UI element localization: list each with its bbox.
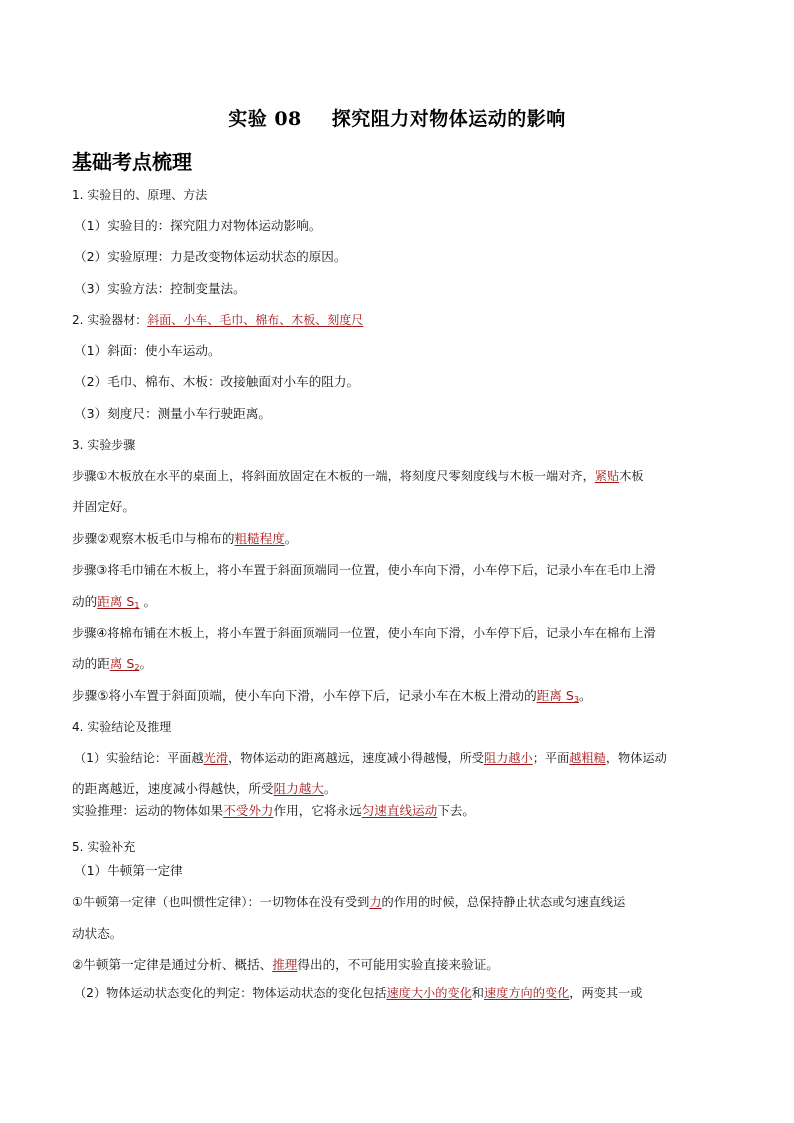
highlight — [97, 594, 139, 609]
title-experiment-name: 探究阻力对物体运动的影响 — [331, 108, 566, 130]
step-text: 动的距 — [72, 656, 110, 671]
text: ，两变其一或 — [569, 986, 643, 1000]
text: 。 — [323, 781, 337, 796]
subscript: 3 — [573, 695, 579, 704]
step-1-line-1 — [72, 467, 644, 485]
highlight: 不受外力 — [223, 803, 274, 818]
step-text: 。 — [139, 656, 153, 671]
text: ②牛顿第一定律是通过分析、概括、 — [72, 957, 273, 972]
motion-state-judgement — [74, 984, 642, 1002]
highlight: 推理 — [272, 957, 298, 972]
step-2 — [72, 530, 297, 548]
step-text: 步骤②观察木板毛巾与棉布的 — [72, 531, 235, 546]
step-text: 木板 — [619, 469, 644, 483]
step-text: 动的 — [72, 594, 98, 609]
s2-heading — [72, 311, 363, 329]
s1-item-principle — [74, 248, 346, 266]
text: 作用，它将永远 — [273, 803, 362, 818]
heading-prefix: 2. 实验器材： — [72, 313, 148, 327]
highlight: 紧贴 — [594, 469, 620, 483]
highlight: 阻力越大 — [273, 781, 324, 796]
s4-heading: 4. 实验结论及推理 — [72, 720, 172, 734]
text: ，物体运动的距离越远，速度减小得越慢，所受 — [228, 751, 484, 765]
step-text: 。 — [139, 594, 157, 609]
s2-item-ramp — [74, 342, 221, 360]
step-3-line-1: 步骤③将毛巾铺在木板上，将小车置于斜面顶端同一位置，使小车向下滑，小车停下后，记录小车在毛巾上滑 — [72, 563, 656, 577]
item-text: 改接触面对小车的阻力。 — [220, 374, 360, 389]
text: 和 — [471, 986, 484, 1000]
highlight — [537, 688, 579, 703]
subscript: 1 — [134, 601, 140, 610]
highlight-text: 离 S — [109, 656, 135, 671]
text: （2）物体运动状态变化的判定：物体运动状态的变化包括 — [74, 986, 387, 1000]
step-text: 。 — [284, 531, 298, 546]
item-label: （1）实验目的： — [74, 218, 171, 233]
newton-law-2 — [72, 956, 499, 974]
text: 得出的，不可能用实验直接来验证。 — [297, 957, 499, 972]
section-heading: 基础考点梳理 — [72, 150, 192, 174]
item-label: （3）刻度尺： — [74, 406, 158, 421]
subscript: 2 — [134, 663, 140, 672]
step-4-line-2 — [72, 655, 152, 677]
conclusion-line-2 — [72, 780, 336, 798]
highlight-text: 距离 S — [97, 594, 135, 609]
step-text: 步骤⑤将小车置于斜面顶端，使小车向下滑，小车停下后，记录小车在木板上滑动的 — [72, 688, 537, 703]
step-1-line-2: 并固定好。 — [72, 499, 135, 514]
inference-line — [72, 802, 475, 820]
highlight-equipment: 斜面、小车、毛巾、棉布、木板、刻度尺 — [147, 313, 364, 327]
item-label: （3）实验方法： — [74, 281, 171, 296]
item-label: （1）斜面： — [74, 343, 145, 358]
step-5 — [72, 687, 592, 709]
step-text: 步骤①木板放在水平的桌面上，将斜面放固定在木板的一端，将刻度尺零刻度线与木板一端对齐， — [72, 469, 595, 483]
document-title — [0, 104, 794, 131]
highlight: 阻力越小 — [483, 751, 533, 765]
title-experiment-number: 实验 08 — [228, 108, 302, 130]
text: ；平面 — [532, 751, 570, 765]
step-4-line-1: 步骤④将棉布铺在木板上，将小车置于斜面顶端同一位置，使小车向下滑，小车停下后，记录小车在棉布上滑 — [72, 626, 656, 640]
s3-heading: 3. 实验步骤 — [72, 438, 136, 452]
highlight: 越粗糙 — [569, 751, 606, 765]
s1-item-method — [74, 280, 246, 298]
item-text: 测量小车行驶距离。 — [157, 406, 271, 421]
s2-item-surfaces — [74, 373, 359, 391]
text: （1）实验结论：平面越 — [74, 751, 204, 765]
highlight: 匀速直线运动 — [361, 803, 438, 818]
text: 实验推理：运动的物体如果 — [72, 803, 224, 818]
s2-item-ruler — [74, 405, 271, 423]
highlight: 速度大小的变化 — [386, 986, 472, 1000]
newton-law-1-line-2: 动状态。 — [72, 926, 123, 941]
item-text: 探究阻力对物体运动影响。 — [170, 218, 322, 233]
conclusion-line-1 — [74, 749, 667, 767]
s1-heading: 1. 实验目的、原理、方法 — [72, 188, 208, 202]
newton-law-1-line-1 — [72, 893, 625, 911]
highlight: 力 — [369, 895, 382, 909]
highlight: 光滑 — [203, 751, 229, 765]
text: ，物体运动 — [605, 751, 667, 765]
item-text: 使小车运动。 — [144, 343, 221, 358]
item-label: （2）毛巾、棉布、木板： — [74, 374, 221, 389]
item-text: 控制变量法。 — [170, 281, 246, 296]
s5-sub-newton: （1）牛顿第一定律 — [74, 863, 183, 878]
step-3-line-2 — [72, 593, 156, 615]
s5-heading: 5. 实验补充 — [72, 840, 136, 854]
text: 的距离越近，速度减小得越快，所受 — [72, 781, 274, 796]
s1-item-purpose — [74, 217, 321, 235]
highlight — [110, 656, 140, 671]
step-text: 。 — [578, 688, 592, 703]
highlight: 速度方向的变化 — [483, 986, 570, 1000]
text: 下去。 — [437, 803, 475, 818]
text: 的作用的时候，总保持静止状态或匀速直线运 — [381, 895, 626, 909]
highlight-text: 距离 S — [536, 688, 574, 703]
text: ①牛顿第一定律（也叫惯性定律）：一切物体在没有受到 — [72, 895, 370, 909]
item-text: 力是改变物体运动状态的原因。 — [170, 249, 347, 264]
item-label: （2）实验原理： — [74, 249, 171, 264]
highlight: 粗糙程度 — [234, 531, 285, 546]
